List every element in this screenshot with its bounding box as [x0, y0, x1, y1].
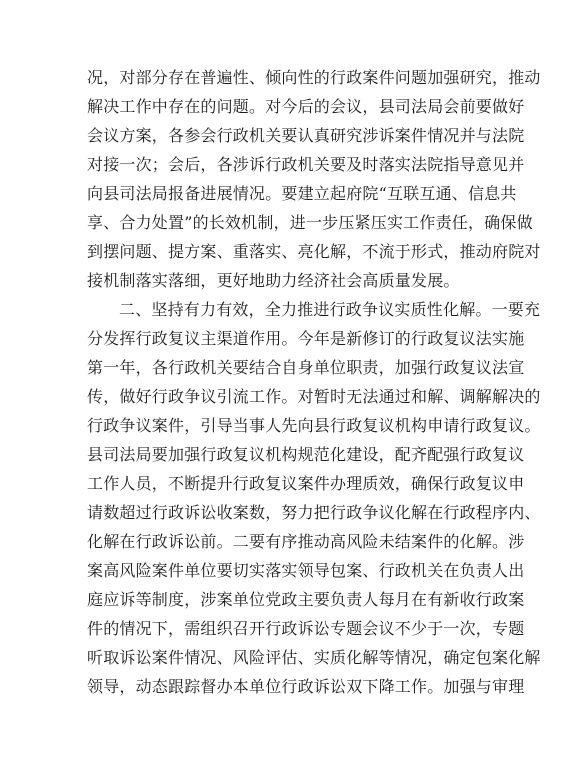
text-line: 传，做好行政争议引流工作。对暂时无法通过和解、调解解决的: [87, 387, 541, 406]
text-line: 县司法局要加强行政复议机构规范化建设，配齐配强行政复议: [87, 445, 525, 464]
text-line: 享、合力处置”的长效机制，进一步压紧压实工作责任，确保做: [87, 213, 533, 232]
text-line: 对接一次；会后，各涉诉行政机关要及时落实法院指导意见并: [87, 155, 525, 174]
text-line: 解决工作中存在的问题。对今后的会议，县司法局会前要做好: [87, 97, 525, 116]
text-line: 化解在行政诉讼前。二要有序推动高风险未结案件的化解。涉: [87, 532, 525, 551]
text-line: 况，对部分存在普遍性、倾向性的行政案件问题加强研究，推动: [87, 68, 541, 87]
text-line: 庭应诉等制度，涉案单位党政主要负责人每月在有新收行政案: [87, 590, 525, 609]
text-line: 工作人员，不断提升行政复议案件办理质效，确保行政复议申: [87, 474, 525, 493]
text-line: 二、坚持有力有效，全力推进行政争议实质性化解。一要充: [119, 300, 541, 319]
text-line: 请数超过行政诉讼收案数，努力把行政争议化解在行政程序内、: [87, 503, 541, 522]
text-line: 接机制落实落细，更好地助力经济社会高质量发展。: [87, 271, 460, 290]
text-line: 分发挥行政复议主渠道作用。今年是新修订的行政复议法实施: [87, 329, 525, 348]
text-line: 行政争议案件，引导当事人先向县行政复议机构申请行政复议。: [87, 416, 541, 435]
text-line: 向县司法局报备进展情况。要建立起府院“互联互通、信息共: [87, 184, 517, 203]
paragraph-section-two: [87, 295, 541, 701]
text-line: 领导，动态跟踪督办本单位行政诉讼双下降工作。加强与审理: [87, 677, 525, 696]
text-line: 到摆问题、提方案、重落实、亮化解，不流于形式，推动府院对: [87, 242, 541, 261]
text-line: 第一年，各行政机关要结合自身单位职责，加强行政复议法宣: [87, 358, 525, 377]
text-line: 会议方案，各参会行政机关要认真研究涉诉案件情况并与法院: [87, 126, 525, 145]
text-line: 案高风险案件单位要切实落实领导包案、行政机关在负责人出: [87, 561, 525, 580]
paragraph-continuation: [87, 63, 541, 295]
text-line: 听取诉讼案件情况、风险评估、实质化解等情况，确定包案化解: [87, 648, 541, 667]
text-line: 件的情况下，需组织召开行政诉讼专题会议不少于一次，专题: [87, 619, 525, 638]
